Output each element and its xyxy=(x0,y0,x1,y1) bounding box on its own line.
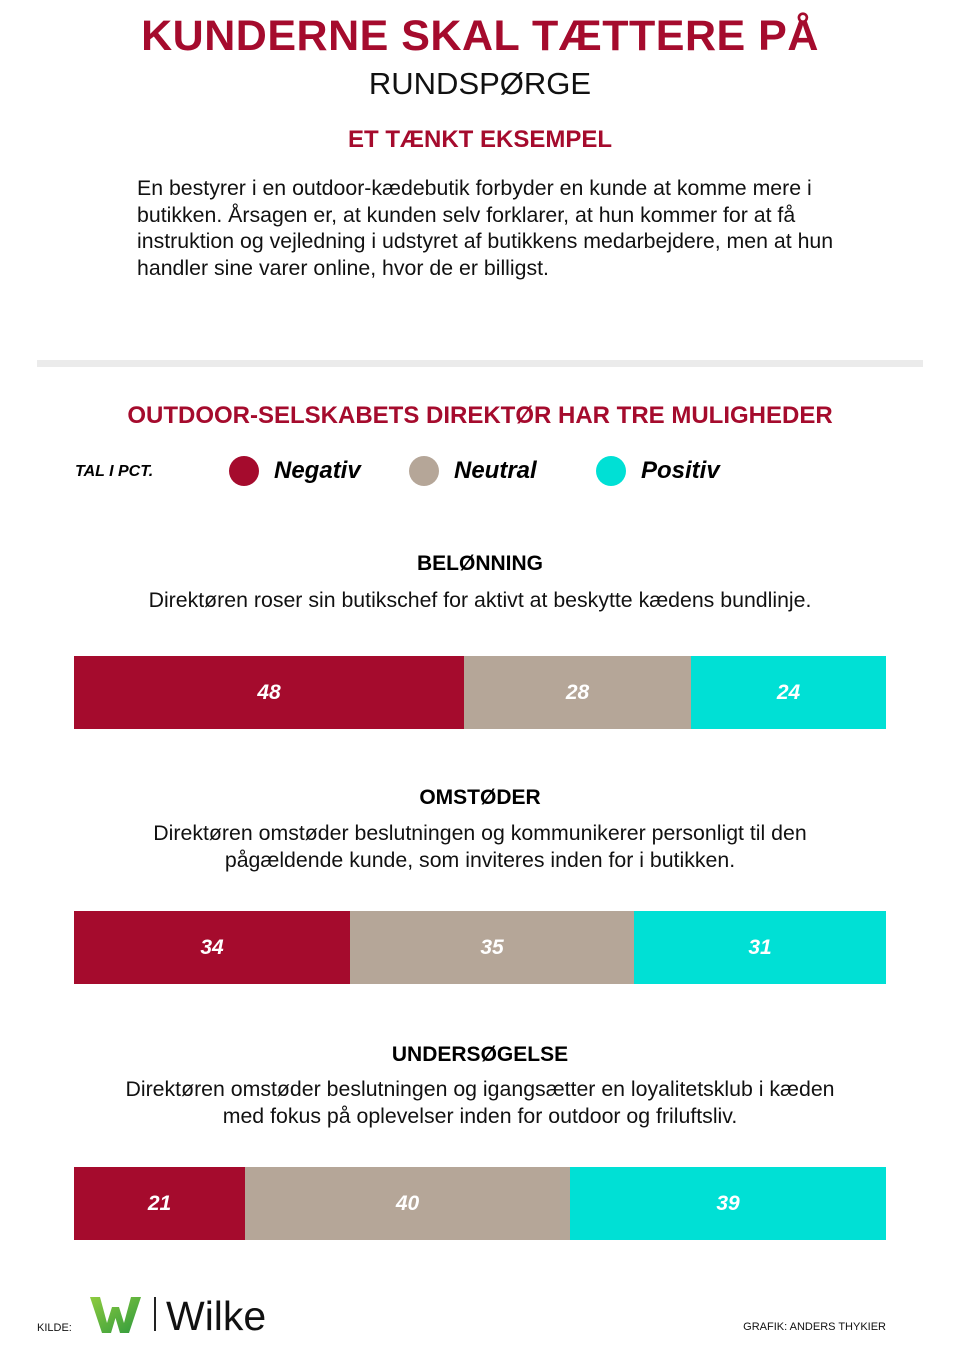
option-desc-undersogelse: Direktøren omstøder beslutningen og igangsætter en loyalitetsklub i kæden med fokus på oplevelser inden for outdoor og friluftsliv. xyxy=(125,1077,835,1128)
legend-dot-neutral xyxy=(409,456,439,486)
bar-segment-negativ xyxy=(74,1167,245,1240)
legend-label-negativ: Negativ xyxy=(274,457,361,484)
option-title-omstoder: OMSTØDER xyxy=(419,786,541,809)
data-label-positiv: 24 xyxy=(776,680,801,704)
data-label-positiv: 39 xyxy=(716,1191,740,1215)
stacked-bar-undersogelse xyxy=(74,1167,886,1240)
stacked-bar-omstoder xyxy=(74,911,886,984)
legend-item-neutral xyxy=(409,456,537,486)
stacked-bar-belonning xyxy=(74,656,886,729)
option-title-undersogelse: UNDERSØGELSE xyxy=(391,1043,569,1066)
section-divider xyxy=(37,360,923,367)
unit-label: TAL I PCT. xyxy=(75,463,154,480)
data-label-negativ: 21 xyxy=(147,1191,172,1215)
legend-dot-negativ xyxy=(229,456,259,486)
legend-item-positiv xyxy=(596,456,720,486)
option-desc-omstoder: Direktøren omstøder beslutningen og kommunikerer personligt til den pågældende kunde, som inviteres inden for i butikken. xyxy=(153,821,807,872)
page-title: KUNDERNE SKAL TÆTTERE PÅ xyxy=(141,12,819,60)
bar-segment-negativ xyxy=(74,911,350,984)
bar-segment-positiv xyxy=(691,656,886,729)
example-heading: ET TÆNKT EKSEMPEL xyxy=(347,126,612,153)
bar-segment-neutral xyxy=(464,656,691,729)
bar-segment-neutral xyxy=(350,911,634,984)
legend-item-negativ xyxy=(229,456,361,486)
bar-segment-positiv xyxy=(570,1167,886,1240)
graphic-credit: GRAFIK: ANDERS THYKIER xyxy=(743,1321,886,1333)
source-label: KILDE: xyxy=(37,1322,72,1334)
wilke-logo xyxy=(88,1293,288,1337)
data-label-neutral: 28 xyxy=(565,680,590,704)
intro-text: En bestyrer i en outdoor-kædebutik forbyder en kunde at komme mere i butikken. Årsagen er, at kunden selv forklarer, at hun kommer for at få instruktion og vejledning i udstyret af butikkens medarbejdere, men at hun handler sine varer online, hvor de er billigst. xyxy=(137,176,834,280)
data-label-neutral: 40 xyxy=(395,1191,420,1215)
legend-dot-positiv xyxy=(596,456,626,486)
page-subtitle: RUNDSPØRGE xyxy=(368,66,592,101)
option-desc-belonning: Direktøren roser sin butikschef for aktivt at beskytte kædens bundlinje. xyxy=(148,588,812,612)
data-label-neutral: 35 xyxy=(480,935,504,959)
bar-segment-negativ xyxy=(74,656,464,729)
data-label-negativ: 34 xyxy=(200,935,224,959)
options-heading: OUTDOOR-SELSKABETS DIREKTØR HAR TRE MULIGHEDER xyxy=(127,402,833,429)
option-title-belonning: BELØNNING xyxy=(417,552,543,575)
logo-wordmark: Wilke xyxy=(166,1293,267,1337)
data-label-positiv: 31 xyxy=(748,935,772,959)
legend-label-positiv: Positiv xyxy=(641,457,720,484)
bar-segment-neutral xyxy=(245,1167,570,1240)
data-label-negativ: 48 xyxy=(257,680,281,704)
legend-label-neutral: Neutral xyxy=(454,457,537,484)
bar-segment-positiv xyxy=(634,911,886,984)
